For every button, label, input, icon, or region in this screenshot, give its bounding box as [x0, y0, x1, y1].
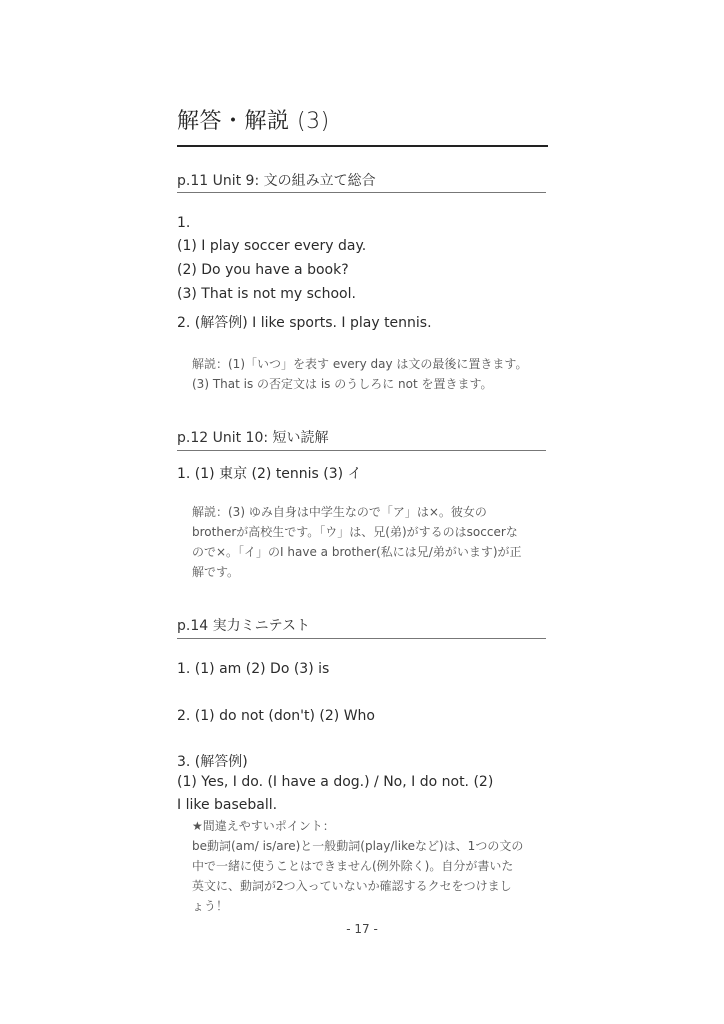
answer-line: 1. (1) 東京 (2) tennis (3) イ — [177, 466, 362, 482]
note-line: (3) That is の否定文は is のうしろに not を置きます。 — [192, 377, 493, 391]
note-line: 解説：(3) ゆみ自身は中学生なので「ア」は×。彼女の — [192, 505, 487, 519]
section-heading-mini-test: p.14 実力ミニテスト — [177, 618, 311, 634]
explanation-note — [192, 354, 527, 394]
answer-line: 3. (解答例) — [177, 754, 248, 770]
note-line: 解です。 — [192, 565, 240, 579]
section-heading-unit10: p.12 Unit 10: 短い読解 — [177, 430, 329, 446]
note-line: 中で一緒に使うことはできません(例外除く)。自分が書いた — [192, 859, 514, 873]
section-divider — [177, 450, 546, 451]
answer-line: 2. (解答例) I like sports. I play tennis. — [177, 315, 432, 331]
note-line: 解説：(1)「いつ」を表す every day は文の最後に置きます。 — [192, 357, 528, 371]
page-title: 解答・解説 (3) — [177, 109, 330, 134]
answer-line: 2. (1) do not (don't) (2) Who — [177, 708, 375, 724]
note-line: be動詞(am/ is/are)と一般動詞(play/likeなど)は、1つの文の — [192, 839, 524, 853]
answer-line: (3) That is not my school. — [177, 286, 356, 302]
section-divider — [177, 638, 546, 639]
answer-line: I like baseball. — [177, 797, 278, 813]
answer-line: (1) I play soccer every day. — [177, 238, 367, 254]
answer-line: 1. — [177, 215, 191, 231]
title-divider — [177, 145, 548, 147]
section-heading-unit9: p.11 Unit 9: 文の組み立て総合 — [177, 173, 376, 189]
section-divider — [177, 192, 546, 193]
page-number: - 17 - — [346, 922, 378, 936]
note-line: ★間違えやすいポイント： — [192, 819, 335, 833]
note-line: ょう！ — [192, 899, 229, 913]
explanation-note — [192, 502, 522, 582]
tip-note — [192, 816, 523, 916]
note-line: brotherが高校生です。「ウ」は、兄(弟)がするのはsoccerな — [192, 525, 518, 539]
note-line: 英文に、動詞が2つ入っていないか確認するクセをつけまし — [192, 879, 512, 893]
answer-line: (2) Do you have a book? — [177, 262, 349, 278]
answer-line: (1) Yes, I do. (I have a dog.) / No, I do not. (2) — [177, 774, 494, 790]
answer-line: 1. (1) am (2) Do (3) is — [177, 661, 330, 677]
note-line: ので×。「イ」のI have a brother(私には兄/弟がいます)が正 — [192, 545, 522, 559]
